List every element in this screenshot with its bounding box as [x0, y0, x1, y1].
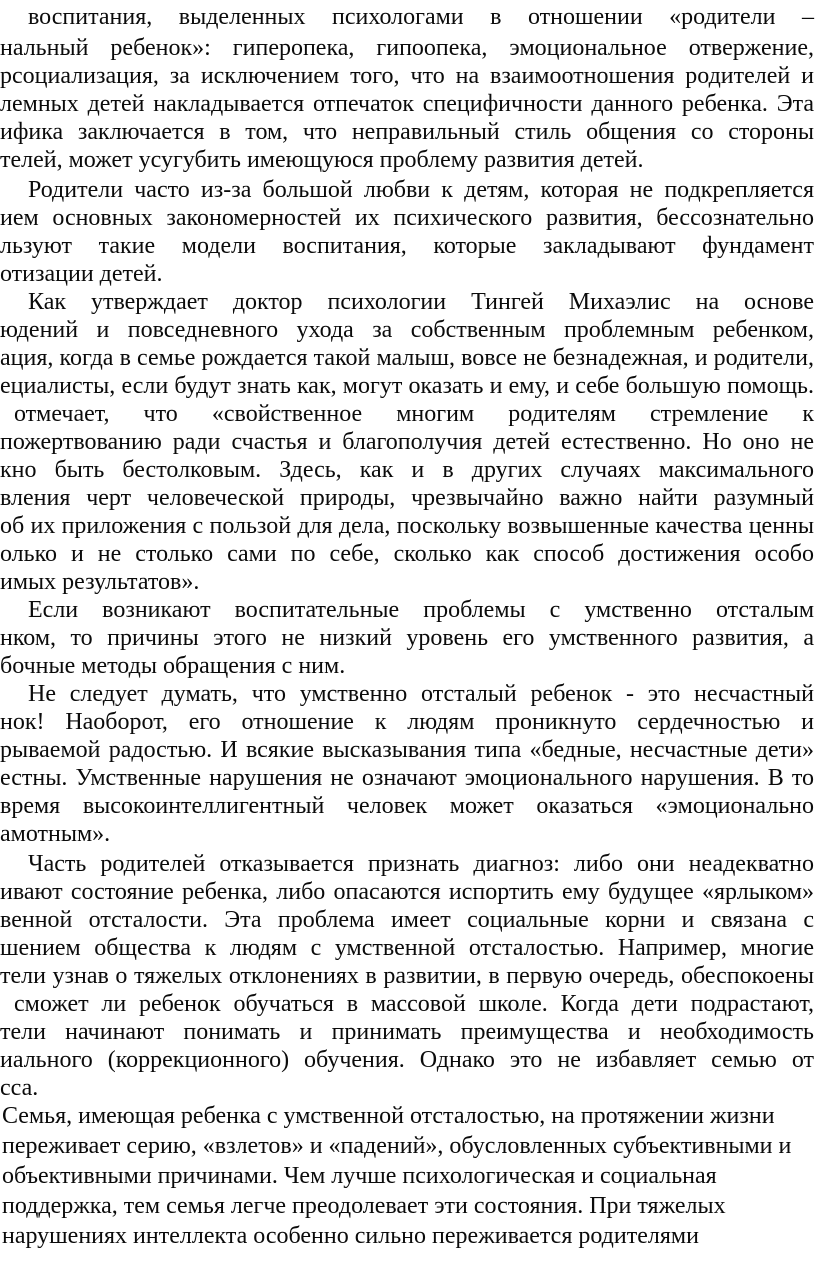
text-line: ивают состояние ребенка, либо опасаются испортить ему будущее «ярлыком» — [0, 879, 814, 905]
text-line: телей, может усугубить имеющуюся проблему развития детей. — [0, 147, 644, 173]
text-line: иального (коррекционного) обучения. Однако это не избавляет семью от — [0, 1047, 814, 1073]
text-line: нок! Наоборот, его отношение к людям проникнуто сердечностью и — [0, 709, 814, 735]
text-line: Если возникают воспитательные проблемы с умственно отсталым — [28, 597, 814, 623]
text-line: олько и не столько сами по себе, сколько как способ достижения особо — [0, 541, 814, 567]
text-line: сможет ли ребенок обучаться в массовой школе. Когда дети подрастают, — [14, 991, 814, 1017]
text-line: переживает серию, «взлетов» и «падений», обусловленных субъективными и — [2, 1133, 792, 1159]
text-line: рываемой радостью. И всякие высказывания типа «бедные, несчастные дети» — [0, 737, 814, 763]
text-line: нальный ребенок»: гиперопека, гипоопека, эмоциональное отвержение, — [0, 35, 814, 61]
text-line: ием основных закономерностей их психического развития, бессознательно — [0, 205, 814, 231]
text-line: Часть родителей отказывается признать диагноз: либо они неадекватно — [28, 851, 814, 877]
text-line: естны. Умственные нарушения не означают эмоционального нарушения. В то — [0, 765, 814, 791]
text-line: шением общества к людям с умственной отсталостью. Например, многие — [0, 935, 814, 961]
text-line: Как утверждает доктор психологии Тингей Михаэлис на основе — [28, 289, 814, 315]
text-line: тели начинают понимать и принимать преимущества и необходимость — [0, 1019, 814, 1045]
text-line: сса. — [0, 1075, 39, 1101]
text-line: объективными причинами. Чем лучше психологическая и социальная — [2, 1163, 717, 1189]
text-line: льзуют такие модели воспитания, которые закладывают фундамент — [0, 233, 814, 259]
text-line: Не следует думать, что умственно отсталый ребенок - это несчастный — [28, 681, 814, 707]
text-line: нарушениях интеллекта особенно сильно переживается родителями — [2, 1223, 699, 1249]
text-line: отизации детей. — [0, 261, 163, 287]
text-line: рсоциализация, за исключением того, что на взаимоотношения родителей и — [0, 63, 814, 89]
text-line: об их приложения с пользой для дела, поскольку возвышенные качества ценны — [0, 513, 814, 539]
text-line: имых результатов». — [0, 569, 200, 595]
text-line: время высокоинтеллигентный человек может оказаться «эмоционально — [0, 793, 814, 819]
text-line: кно быть бестолковым. Здесь, как и в других случаях максимального — [0, 457, 814, 483]
text-line: нком, то причины этого не низкий уровень его умственного развития, а — [0, 625, 814, 651]
text-line: пожертвованию ради счастья и благополучия детей естественно. Но оно не — [0, 429, 814, 455]
text-line: лемных детей накладывается отпечаток специфичности данного ребенка. Эта — [0, 91, 814, 117]
text-line: Родители часто из-за большой любви к детям, которая не подкрепляется — [28, 177, 814, 203]
text-line: ация, когда в семье рождается такой малыш, вовсе не безнадежная, и родители, — [0, 345, 814, 371]
text-line: юдений и повседневного ухода за собственным проблемным ребенком, — [0, 317, 814, 343]
text-line: ифика заключается в том, что неправильный стиль общения со стороны — [0, 119, 814, 145]
text-line: воспитания, выделенных психологами в отношении «родители – — [28, 4, 814, 30]
text-line: вления черт человеческой природы, чрезвычайно важно найти разумный — [0, 485, 814, 511]
text-line: поддержка, тем семья легче преодолевает эти состояния. При тяжелых — [2, 1193, 726, 1219]
text-line: ециалисты, если будут знать как, могут оказать и ему, и себе большую помощь. — [0, 373, 814, 399]
text-line: бочные методы обращения с ним. — [0, 653, 346, 679]
text-line: венной отсталости. Эта проблема имеет социальные корни и связана с — [0, 907, 814, 933]
text-line: отмечает, что «свойственное многим родителям стремление к — [14, 401, 814, 427]
text-line: Семья, имеющая ребенка с умственной отсталостью, на протяжении жизни — [2, 1103, 775, 1129]
text-line: тели узнав о тяжелых отклонениях в развитии, в первую очередь, обеспокоены — [0, 963, 814, 989]
text-line: амотным». — [0, 821, 111, 847]
